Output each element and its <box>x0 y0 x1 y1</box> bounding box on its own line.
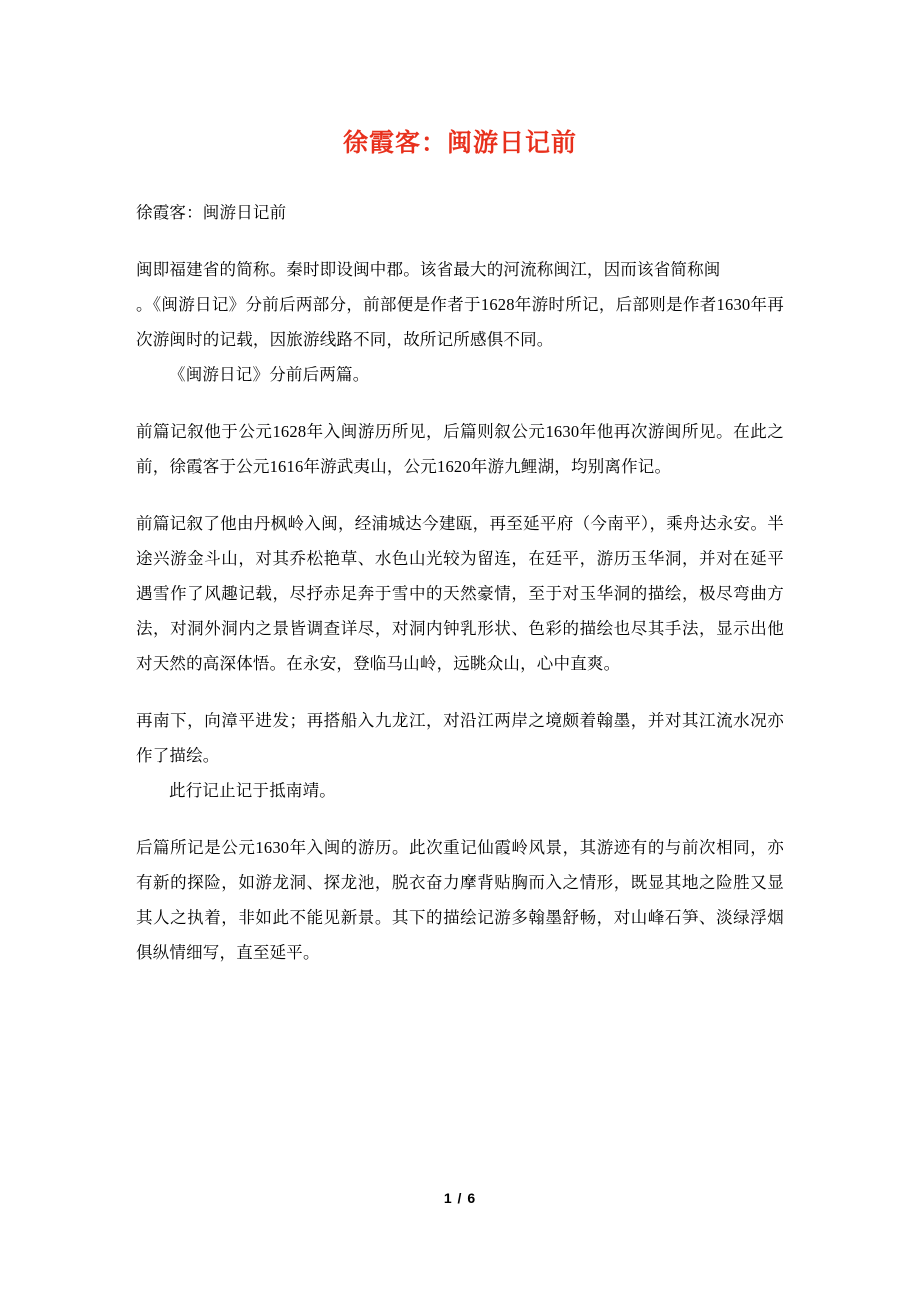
paragraph-7: 此行记止记于抵南靖。 <box>169 780 336 800</box>
paragraph-6: 再南下，向漳平进发；再搭船入九龙江，对沿江两岸之境颇着翰墨，并对其江流水况亦作了描绘。 <box>136 710 784 765</box>
paragraph-1: 闽即福建省的简称。秦时即设闽中郡。该省最大的河流称闽江，因而该省简称闽 <box>136 259 721 279</box>
spacer <box>136 681 784 703</box>
paragraph-8: 后篇所记是公元1630年入闽的游历。此次重记仙霞岭风景，其游迹有的与前次相同，亦有新的探险，如游龙洞、探龙池，脱衣奋力摩背贴胸而入之情形，既显其地之险胜又显其人之执着，非如此不能见新景。其下的描绘记游多翰墨舒畅，对山峰石笋、淡绿浮烟俱纵情细写，直至延平。 <box>136 837 784 962</box>
spacer <box>136 161 784 195</box>
page-number: 1 / 6 <box>443 1190 477 1206</box>
paragraph-5: 前篇记叙了他由丹枫岭入闽，经浦城达今建瓯，再至延平府（今南平），乘舟达永安。半途兴游金斗山，对其乔松艳草、水色山光较为留连，在廷平，游历玉华洞，并对在延平遇雪作了风趣记载，尽抒赤足奔于雪中的天然豪情，至于对玉华洞的描绘，极尽弯曲方法，对洞外洞内之景皆调查详尽，对洞内钟乳形状、色彩的描绘也尽其手法，显示出他对天然的高深体悟。在永安，登临马山岭，远眺众山，心中直爽。 <box>136 513 784 673</box>
spacer <box>136 392 784 414</box>
paragraph-2: 。《闽游日记》分前后两部分，前部便是作者于1628年游时所记，后部则是作者1630年再次游闽时的记载，因旅游线路不同，故所记所感俱不同。 <box>136 294 784 349</box>
document-content <box>136 0 784 970</box>
paragraph-4: 前篇记叙他于公元1628年入闽游历所见，后篇则叙公元1630年他再次游闽所见。在此之前，徐霞客于公元1616年游武夷山，公元1620年游九鲤湖，均别离作记。 <box>136 421 784 476</box>
paragraph-3: 《闽游日记》分前后两篇。 <box>169 364 370 384</box>
spacer <box>136 808 784 830</box>
spacer <box>136 230 784 252</box>
spacer <box>136 484 784 506</box>
subtitle-line: 徐霞客：闽游日记前 <box>136 202 287 222</box>
page-title: 徐霞客：闽游日记前 <box>342 130 577 157</box>
